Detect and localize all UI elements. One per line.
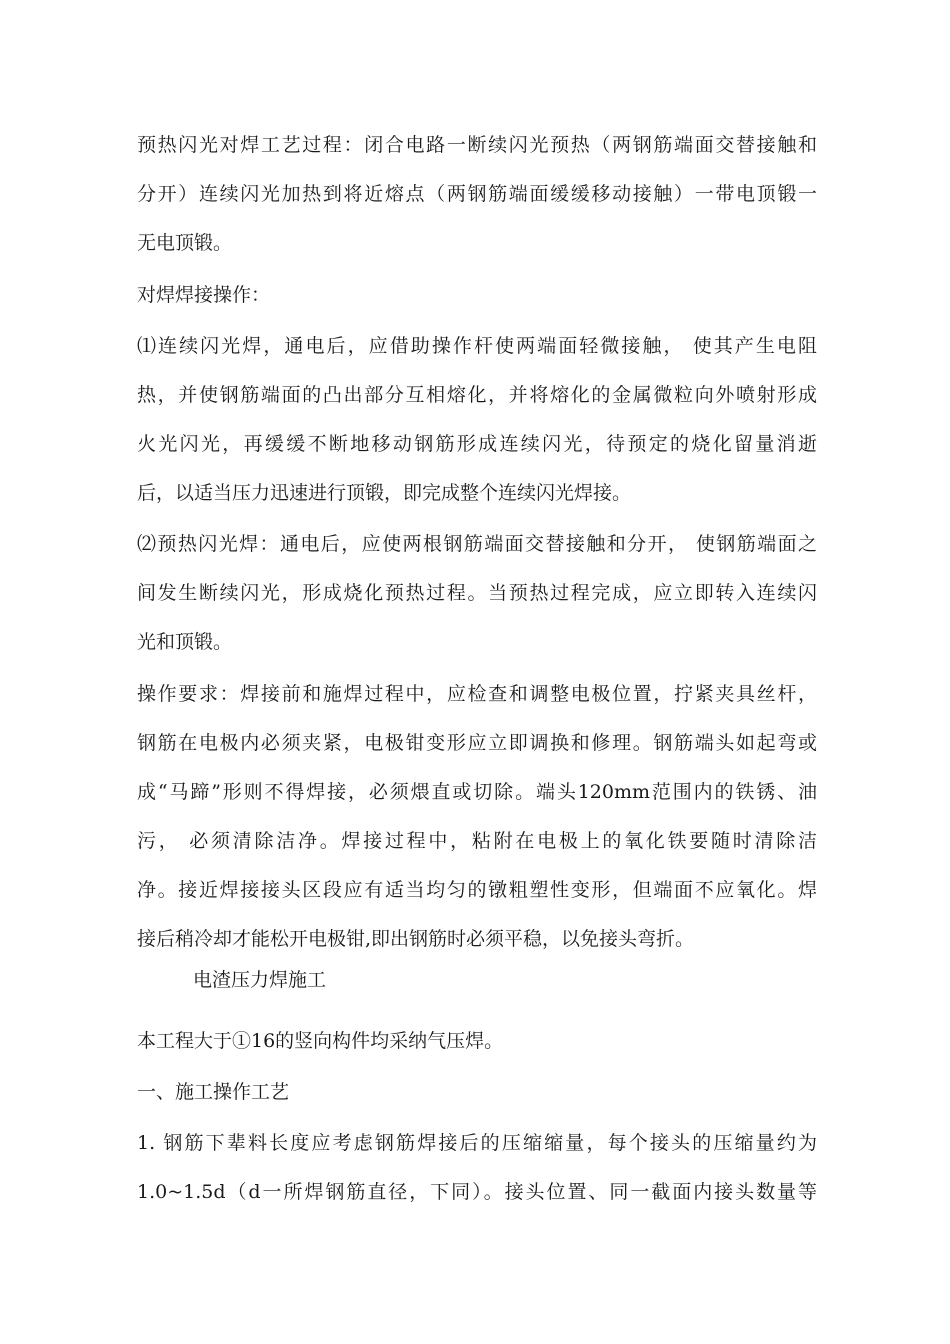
text-line: 分开）连续闪光加热到将近熔点（两钢筋端面缓缓移动接触）一带电顶锻一 <box>137 183 817 205</box>
text-line: 1. 钢筋下辈料长度应考虑钢筋焊接后的压缩缩量，每个接头的压缩量约为 <box>137 1132 817 1154</box>
text-line: 光和顶锻。 <box>137 631 233 653</box>
section-heading: 电渣压力焊施工 <box>193 969 327 991</box>
text-line: ⑵预热闪光焊：通电后，应使两根钢筋端面交替接触和分开， 使钢筋端面之 <box>137 533 817 555</box>
text-line: 一、施工操作工艺 <box>137 1081 290 1103</box>
text-line: 操作要求：焊接前和施焊过程中，应检查和调整电极位置，拧紧夹具丝杆， <box>137 683 817 705</box>
text-line: 本工程大于①16的竖向构件均采纳气压焊。 <box>137 1030 504 1052</box>
text-line: 成“马蹄”形则不得焊接，必须煨直或切除。端头120mm范围内的铁锈、油 <box>137 781 817 803</box>
text-line: 1.0~1.5d（d一所焊钢筋直径，下同）。接头位置、同一截面内接头数量等 <box>137 1181 817 1203</box>
text-line: 热，并使钢筋端面的凸出部分互相熔化，并将熔化的金属微粒向外喷射形成 <box>137 384 817 406</box>
text-line: 接后稍冷却才能松开电极钳,即出钢筋时必须平稳，以免接头弯折。 <box>137 928 695 950</box>
text-line: 火光闪光，再缓缓不断地移动钢筋形成连续闪光，待预定的烧化留量消逝 <box>137 433 817 455</box>
text-line: 预热闪光对焊工艺过程：闭合电路一断续闪光预热（两钢筋端面交替接触和 <box>137 134 817 156</box>
text-line: 污， 必须清除洁净。焊接过程中，粘附在电极上的氧化铁要随时清除洁 <box>137 830 817 852</box>
text-line: 净。接近焊接接头区段应有适当均匀的镦粗塑性变形，但端面不应氧化。焊 <box>137 879 817 901</box>
text-line: 对焊焊接操作： <box>137 284 271 306</box>
text-line: 后，以适当压力迅速进行顶锻，即完成整个连续闪光焊接。 <box>137 482 632 504</box>
text-line: 间发生断续闪光，形成烧化预热过程。当预热过程完成，应立即转入连续闪 <box>137 582 817 604</box>
text-line: ⑴连续闪光焊，通电后，应借助操作杆使两端面轻微接触， 使其产生电阻 <box>137 335 817 357</box>
text-line: 钢筋在电极内必须夹紧，电极钳变形应立即调换和修理。钢筋端头如起弯或 <box>137 732 817 754</box>
text-line: 无电顶锻。 <box>137 232 233 254</box>
